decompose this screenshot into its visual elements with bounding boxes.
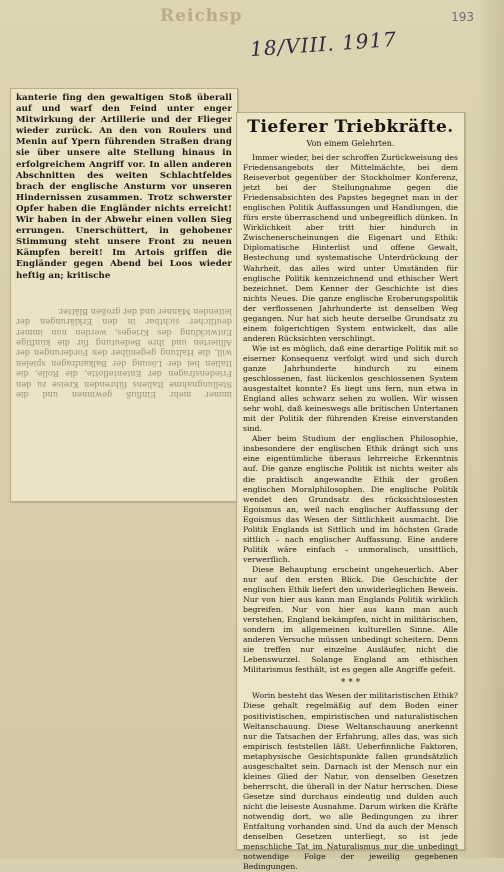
- left-clipping-text: kanterie fing den gewaltigen Stoß überall auf und warf den Feind unter enger Mitwirkung der Artillerie und der Flieger wieder zurück. An den von Roulers und Menin auf Ypern führenden Straßen drang sie über unsere alte Stellung hinaus in erfolgreichem Angriff vor. In allen anderen Abschnitten des weiten Schlachtfeldes brach der englische Ansturm vor unseren Hindernissen zusammen. Trotz schwerster Opfer haben die Engländer nichts erreicht! Wir haben in der Abwehr einen vollen Sieg errungen. Unerschüttert, in gehobener Stimmung steht unsere Front zu neuen Kämpfen bereit! Im Artois griffen die Engländer gegen Abend bei Loos wieder heftig an; kritische: [16, 93, 232, 281]
- article-paragraph: Worin besteht das Wesen der militaristischen Ethik? Diese gehalt regelmäßig auf dem Boden einer positivistischen, empiristischen und naturalistischen Weltanschauung. Diese Weltanschauung anerkennt nur die Tatsachen der Erfahrung, alles das, was sich empirisch feststellen läßt. Ueberfinnliche Faktoren, metaphysische Gesichtspunkte fallen grundsätzlich ausgeschaltet sein. Darnach ist der Mensch nur ein kleines Glied der Natur, von denselben Gesetzen beherrscht, die überall in der Natur herrschen. Diese Gesetze sind durchaus eindeutig und dulden auch nicht die leiseste Ausnahme. Darum wirken die Kräfte notwendig dort, wo alle Bedingungen zu ihrer Entfaltung vorhanden sind. Und da auch der Mensch denselben Gesetzen unterliegt, so ist jede menschliche Tat im Naturalismus nur die unbedingt notwendige Folge der jeweilig gegebenen Bedingungen.: [243, 691, 458, 872]
- section-separator: * * *: [340, 678, 361, 689]
- article-paragraph: Aber beim Studium der englischen Philosophie, insbesondere der englischen Ethik drängt sich uns eine eigentümliche überaus lehrreiche Erkenntnis auf. Die ganze englische Politik ist nichts weiter als die praktisch angewandte Ethik der großen englischen Moralphilosophen. Die englische Politik wendet den Grundsatz des rücksichtslosesten Egoismus an, weil nach englischer Auffassung der Egoismus das Wesen der Sittlichkeit ausmacht. Die Politik Englands ist Sittlich und im höchsten Grade sittlich – nach englischer Auffassung. Eine andere Politik wäre einfach – unmoralisch, unsittlich, verwerflich.: [243, 434, 458, 564]
- article-paragraph: Immer wieder, bei der schroffen Zurückweisung des Friedensangebots der Mittelmächte, bei dem Reiseverbot gegenüber der Stockholmer Konferenz, jetzt bei der Stellungnahme gegen die Friedensabsichten des Papstes begegnet man in der englischen Politik Auffassungen und Handlungen, die fürs erste überraschend und unbegreiflich dünken. In Wirklichkeit aber tritt hier hindurch in Zwischenerscheinungen die Eigenart und Ethik: Diplomatische Hinterlist und offene Gewalt, Bestechung und systematische Unterdrückung der Wahrheit, das alles wird unter Umständen für englische Politik kennzeichnend und ethischer Wert bezeichnet. Dem Kenner der Geschichte ist dies nichts Neues. Die ganze englische Eroberungspolitik der verflossenen Jahrhunderte ist denselben Weg gegangen. Nur hat sich heute derselbe Grundsatz zu einem folgerichtigen System entwickelt, das alle anderen Rücksichten verschlingt.: [243, 153, 458, 343]
- article-paragraph: Wie ist es möglich, daß eine derartige Politik mit so eiserner Konsequenz verfolgt wird und sich durch ganze Jahrhunderte hindurch zu einem geschlossenen, fast lückenlos geschlossenen System ausgestaltet konnte? Es liegt uns fern, nun etwa in England alles schwarz sehen zu wollen. Wir wissen sehr wohl, daß keineswegs alle britischen Untertanen mit der Politik der führenden Kreise einverstanden sind.: [243, 343, 458, 434]
- left-clipping-mirror-text: immer mehr Einfluß gewinnen und die Stellungnahme Italiens führenden Kreise zu den Friedensfragen der Ententeflotte, die Rolle, die Italien bei der Lösung der Balkanfragen spielen will, die Haltung gegenüber den Forderungen der Alliierten und ihre Bedeutung für die künftige Entwicklung des Krieges, werden nun immer deutlicher sichtbar in den Erklärungen der leitenden Männer und der großen Blätter.: [16, 306, 232, 400]
- article-title: Tieferer Triebkräfte.: [247, 117, 454, 137]
- page-number: 193: [451, 10, 474, 24]
- page-edge-shadow: [478, 0, 504, 858]
- article-byline: Von einem Gelehrten.: [306, 139, 395, 148]
- left-clipping: [10, 88, 238, 502]
- article-paragraph: Diese Behauptung erscheint ungeheuerlich. Aber nur auf den ersten Blick. Die Geschichte der englischen Ethik liefert den unwiderleglichen Beweis. Nur von hier aus kann man Englands Politik wirklich begreifen. Nur von hier aus kann man auch verstehen, England bekämpfen, nicht in militärischen, sondern im allgemeinen kulturellen Sinne. Alle anderen Versuche müssen unbedingt scheitern. Denn sie treffen nur einzelne Ausläufer, nicht die Lebenswurzel. Solange England am ethischen Militarismus festhält, ist es gegen alle Angriffe gefeit.: [243, 564, 458, 675]
- masthead: Reichsp: [160, 6, 243, 26]
- article-clipping: [236, 112, 465, 872]
- handwritten-date: 18/VIII. 1917: [249, 26, 398, 62]
